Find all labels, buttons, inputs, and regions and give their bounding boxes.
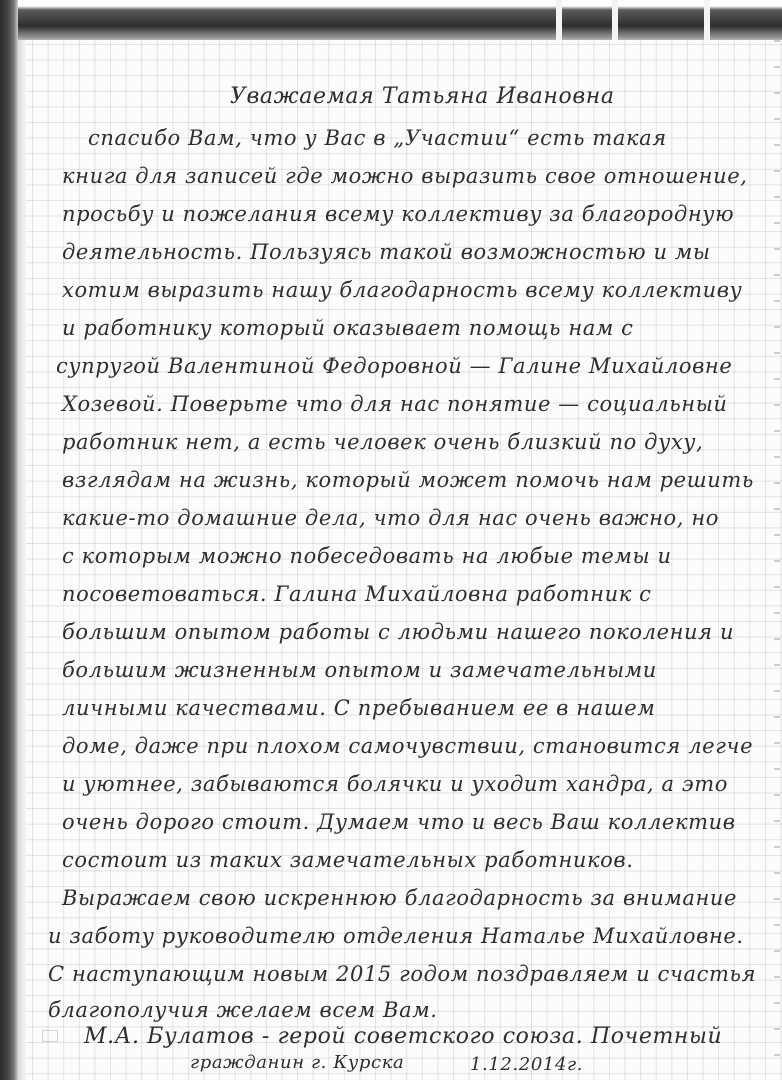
page-edge-marks (774, 40, 780, 1080)
letter-line: взглядам на жизнь, который может помочь нам решить (62, 468, 754, 492)
letter-line: и заботу руководителю отделения Наталье Михайловне. (48, 924, 744, 948)
letter-line: очень дорого стоит. Думаем что и весь Ваш коллектив (62, 810, 736, 834)
notebook-binding (18, 40, 26, 1080)
letter-line: С наступающим новым 2015 годом поздравляем и счастья (48, 962, 757, 986)
letter-line: книга для записей где можно выразить свое отношение, (62, 164, 748, 188)
letter-line: Хозевой. Поверьте что для нас понятие — социальный (62, 392, 728, 416)
letter-line: деятельность. Пользуясь такой возможностью и мы (62, 240, 711, 264)
letter-line: состоит из таких замечательных работников. (62, 848, 634, 872)
signature-line: М.А. Булатов - герой советского союза. Почетный (84, 1024, 723, 1049)
scanner-edge-gap (556, 0, 562, 44)
letter-line: благополучия желаем всем Вам. (48, 998, 438, 1022)
letter-line: большим жизненным опытом и замечательными (62, 658, 657, 682)
letter-line: посоветоваться. Галина Михайловна работник с (62, 582, 652, 606)
signature-title: гражданин г. Курска (190, 1052, 405, 1073)
letter-line: и уютнее, забываются болячки и уходит хандра, а это (62, 772, 728, 796)
letter-line: спасибо Вам, что у Вас в „Участии“ есть такая (88, 126, 667, 150)
letter-line: работник нет, а есть человек очень близкий по духу, (62, 430, 704, 454)
letter-line: личными качествами. С пребыванием ее в нашем (62, 696, 656, 720)
letter-line: с которым можно побеседовать на любые темы и (62, 544, 672, 568)
letter-line: супругой Валентиной Федоровной — Галине Михайловне (56, 354, 733, 378)
letter-line: и работнику который оказывает помощь нам с (62, 316, 634, 340)
letter-date: 1.12.2014г. (470, 1054, 584, 1075)
letter-line: большим опытом работы с людьми нашего поколения и (62, 620, 735, 644)
letter-line: доме, даже при плохом самочувствии, становится легче (62, 734, 754, 758)
letter-greeting: Уважаемая Татьяна Ивановна (230, 84, 615, 109)
scanner-left-edge (0, 0, 18, 1080)
faint-stamp-mark (42, 1030, 58, 1042)
letter-line: просьбу и пожелания всему коллективу за благородную (62, 202, 735, 226)
letter-line: хотим выразить нашу благодарность всему коллективу (62, 278, 743, 302)
scanner-edge-gap (704, 0, 710, 44)
letter-line: какие-то домашние дела, что для нас очень важно, но (62, 506, 720, 530)
scanner-edge-gap (612, 0, 618, 44)
letter-line: Выражаем свою искреннюю благодарность за внимание (62, 886, 738, 910)
scanner-top-edge (0, 0, 782, 44)
